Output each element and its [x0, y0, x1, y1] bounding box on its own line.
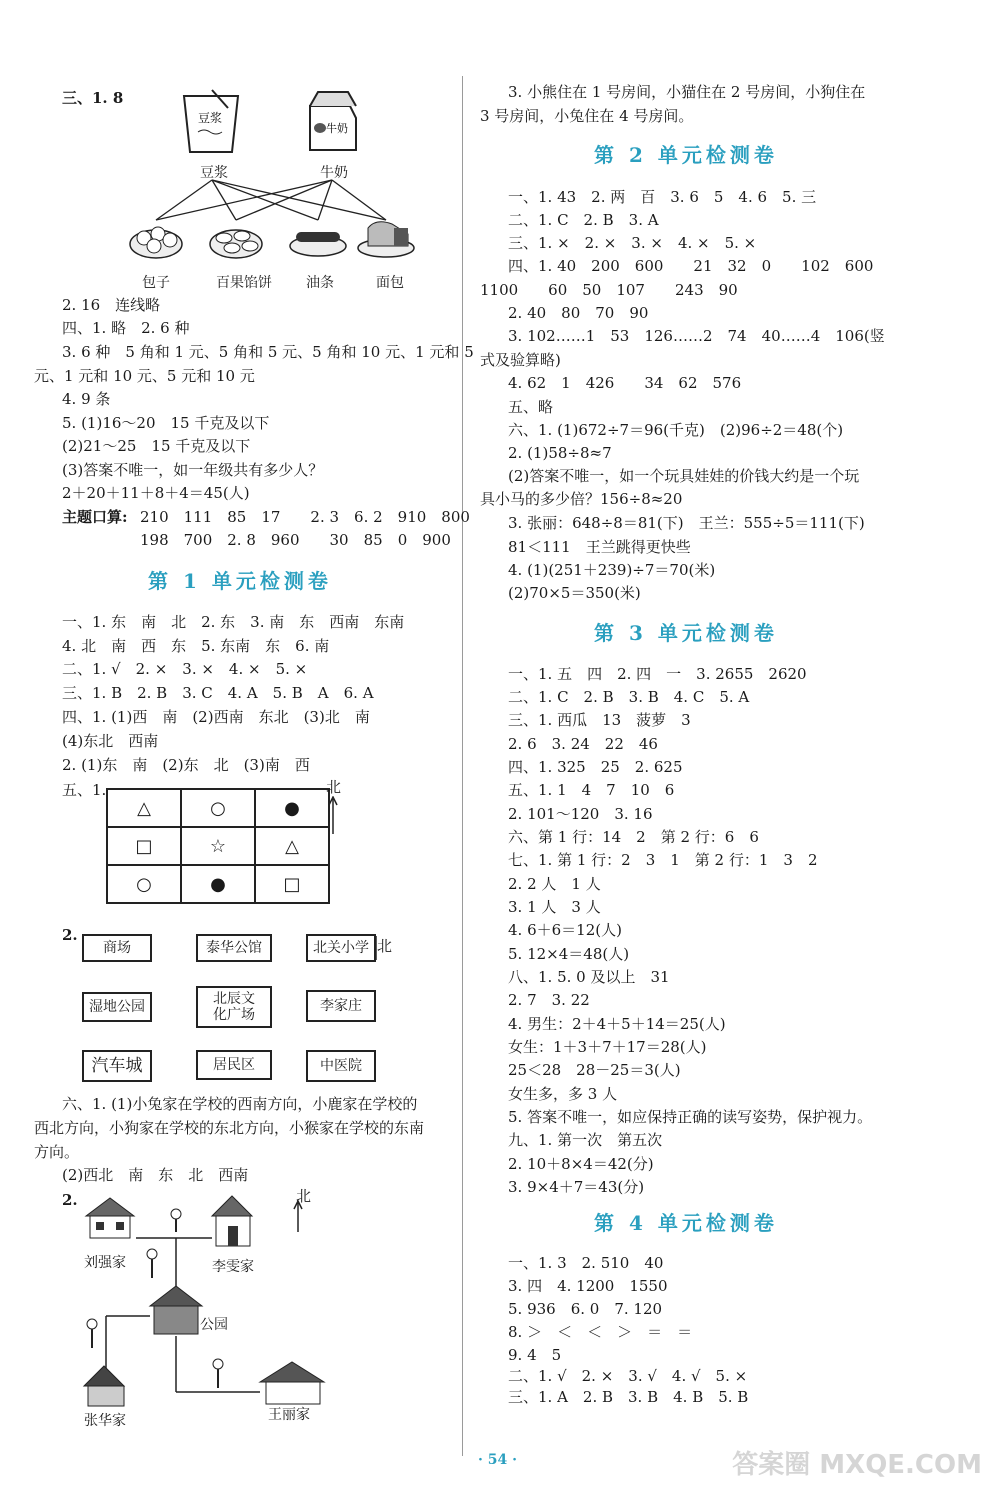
grid-cell: △ [107, 789, 181, 827]
map-label: 刘强家 [84, 1255, 126, 1271]
grid-cell: ○ [107, 865, 181, 903]
answer-line: 一、1. 3 2. 510 40 [508, 1254, 664, 1272]
map-label: 李雯家 [212, 1259, 254, 1275]
map-label: 张华家 [84, 1413, 126, 1429]
answer-line: 3. 张丽：648÷8＝81(下) 王兰：555÷5＝111(下) [508, 514, 865, 532]
answer-line: 5. 答案不唯一，如应保持正确的读写姿势，保护视力。 [508, 1108, 873, 1126]
grid-cell: □ [107, 827, 181, 865]
answer-line: 一、1. 43 2. 两 百 3. 6 5 4. 6 5. 三 [508, 188, 817, 206]
answer-line: 5. 12×4＝48(人) [508, 945, 630, 963]
answer-line: 3. 9×4＋7＝43(分) [508, 1178, 645, 1196]
map-label: 王丽家 [268, 1407, 310, 1423]
answer-line: 2. 2 人 1 人 [508, 875, 601, 893]
section-3-q1: 三、1. 8 [62, 89, 124, 107]
answer-line: 女生：1＋3＋7＋17＝28(人) [508, 1038, 707, 1056]
carton-label: 牛奶 [326, 122, 348, 135]
place-box: 商场 [82, 934, 152, 962]
answer-line: 元、1 元和 10 元、5 元和 10 元 [34, 367, 255, 385]
answer-line: 四、1. 40 200 600 21 32 0 102 600 [508, 257, 874, 275]
place-box: 中医院 [306, 1050, 376, 1082]
steamed-buns-icon [130, 227, 182, 258]
place-box: 北辰文 化广场 [196, 986, 272, 1028]
answer-line: 3. 小熊住在 1 号房间，小猫住在 2 号房间，小狗住在 [508, 83, 866, 101]
answer-line: 具小马的多少倍？156÷8≈20 [480, 490, 683, 508]
unit-2-title: 第 2 单元检测卷 [594, 143, 778, 167]
answer-line: 2. 40 80 70 90 [508, 304, 649, 322]
answer-line: 4. 男生：2＋4＋5＋14＝25(人) [508, 1015, 726, 1033]
school-house-icon [212, 1196, 252, 1246]
house-icon [260, 1362, 324, 1404]
answer-line: 九、1. 第一次 第五次 [508, 1131, 663, 1149]
cup-label: 豆浆 [198, 111, 223, 125]
oral-calc-label: 主题口算: [62, 508, 128, 526]
answer-line: 一、1. 东 南 北 2. 东 3. 南 东 西南 东南 [62, 613, 405, 631]
answer-line: 女生多，多 3 人 [508, 1085, 618, 1103]
answer-line: (2)21～25 15 千克及以下 [62, 437, 251, 455]
answer-line: 3 号房间，小兔住在 4 号房间。 [480, 107, 694, 125]
north-label: 北 [326, 778, 342, 796]
milk-carton-icon [310, 92, 356, 150]
answer-line: 1100 60 50 107 243 90 [480, 281, 738, 299]
unit-1-title: 第 1 单元检测卷 [148, 569, 332, 593]
place-box: 汽车城 [82, 1050, 152, 1082]
answer-line: 式及验算略) [480, 351, 561, 369]
watermark: 答案圈 MXQE.COM [732, 1450, 982, 1480]
answer-line: 六、第 1 行：14 2 第 2 行：6 6 [508, 828, 759, 846]
q5-2-label: 2. [62, 926, 78, 944]
house-icon [86, 1198, 134, 1238]
north-arrow-icon [292, 1200, 304, 1232]
answer-line: (4)东北 西南 [62, 732, 159, 750]
answer-line: 六、1. (1)小兔家在学校的西南方向，小鹿家在学校的 [62, 1095, 418, 1113]
child-icon [87, 1319, 97, 1348]
unit-4-title: 第 4 单元检测卷 [594, 1211, 778, 1235]
answer-line: 4. 北 南 西 东 5. 东南 东 6. 南 [62, 637, 330, 655]
place-box: 泰华公馆 [196, 934, 272, 962]
food-label-bread: 面包 [376, 275, 404, 291]
north-arrow-icon [373, 934, 379, 960]
answer-line: 西北方向，小狗家在学校的东北方向，小猴家在学校的东南 [34, 1119, 425, 1137]
answer-line: (2)西北 南 东 北 西南 [62, 1166, 249, 1184]
answer-line: 2. (1)58÷8≈7 [508, 444, 612, 462]
symbol-grid [106, 788, 330, 904]
answer-line: 七、1. 第 1 行：2 3 1 第 2 行：1 3 2 [508, 851, 818, 869]
answer-line: 四、1. (1)西 南 (2)西南 东北 (3)北 南 [62, 708, 370, 726]
answer-line: 三、1. × 2. × 3. × 4. × 5. × [508, 234, 757, 252]
answer-line: 四、1. 略 2. 6 种 [62, 319, 190, 337]
grid-cell: △ [255, 827, 329, 865]
answer-line: 3. 四 4. 1200 1550 [508, 1277, 668, 1295]
grid-cell: ☆ [181, 827, 255, 865]
answer-line: 三、1. A 2. B 3. B 4. B 5. B [508, 1388, 749, 1406]
oral-calc-row: 198 700 2. 8 960 30 85 0 900 [140, 531, 451, 549]
north-label: 北 [296, 1187, 312, 1205]
oral-calc-row: 210 111 85 17 2. 3 6. 2 910 800 [140, 508, 470, 526]
answer-line: 八、1. 5. 0 及以上 31 [508, 968, 670, 986]
place-box: 居民区 [196, 1050, 272, 1080]
answer-line: 4. 62 1 426 34 62 576 [508, 374, 742, 392]
grid-cell: □ [255, 865, 329, 903]
place-box: 李家庄 [306, 990, 376, 1022]
answer-line: 3. 1 人 3 人 [508, 898, 601, 916]
column-divider [462, 76, 463, 1456]
answer-line: 5. (1)16～20 15 千克及以下 [62, 414, 270, 432]
food-label-bun: 包子 [142, 275, 170, 291]
answer-line: 5. 936 6. 0 7. 120 [508, 1300, 663, 1318]
unit-3-title: 第 3 单元检测卷 [594, 621, 778, 645]
answer-line: 二、1. √ 2. × 3. √ 4. √ 5. × [508, 1367, 748, 1385]
answer-line: 4. 9 条 [62, 390, 111, 408]
park-icon [150, 1286, 202, 1334]
answer-line: 四、1. 325 25 2. 625 [508, 758, 683, 776]
page-number: · 54 · [478, 1452, 517, 1468]
q5-label: 五、1. [62, 781, 107, 799]
answer-line: 2. (1)东 南 (2)东 北 (3)南 西 [62, 756, 310, 774]
grid-cell: ● [181, 865, 255, 903]
answer-line: 2. 7 3. 22 [508, 991, 590, 1009]
grid-cell: ○ [181, 789, 255, 827]
matching-lines [156, 180, 386, 220]
answer-line: 五、1. 1 4 7 10 6 [508, 781, 675, 799]
q6-2-label: 2. [62, 1191, 78, 1209]
drink-label-soy: 豆浆 [200, 165, 228, 181]
answer-line: (3)答案不唯一，如一年级共有多少人？ [62, 461, 324, 479]
answer-line: 一、1. 五 四 2. 四 一 3. 2655 2620 [508, 665, 807, 683]
bread-icon [358, 222, 414, 257]
answer-line: 二、1. C 2. B 3. A [508, 211, 659, 229]
food-label-dough: 油条 [306, 275, 334, 291]
answer-line: 2. 101～120 3. 16 [508, 805, 653, 823]
grid-cell: ● [255, 789, 329, 827]
answer-line: 三、1. 西瓜 13 菠萝 3 [508, 711, 691, 729]
answer-line: 方向。 [34, 1143, 80, 1161]
answer-line: 2. 10＋8×4＝42(分) [508, 1155, 654, 1173]
answer-line: 4. 6＋6＝12(人) [508, 921, 622, 939]
answer-line: 2. 16 连线略 [62, 296, 161, 314]
answer-line: 25＜28 28－25＝3(人) [508, 1061, 681, 1079]
child-icon [213, 1359, 223, 1388]
soy-milk-cup-icon [184, 90, 238, 152]
food-label-pie: 百果馅饼 [216, 275, 272, 291]
answer-line: 9. 4 5 [508, 1346, 562, 1364]
answer-line: 三、1. B 2. B 3. C 4. A 5. B A 6. A [62, 684, 374, 702]
answer-line: 81＜111 王兰跳得更快些 [508, 538, 691, 556]
answer-line: 2＋20＋11＋8＋4＝45(人) [62, 484, 250, 502]
answer-line: 3. 6 种 5 角和 1 元、5 角和 5 元、5 角和 10 元、1 元和 5 [62, 343, 474, 361]
map-label: 公园 [200, 1317, 228, 1333]
house-icon [84, 1366, 124, 1406]
drink-label-milk: 牛奶 [320, 165, 348, 181]
child-icon [171, 1209, 181, 1232]
north-label: 北 [377, 937, 393, 955]
answer-line: 2. 6 3. 24 22 46 [508, 735, 658, 753]
answer-line: 4. (1)(251＋239)÷7＝70(米) [508, 561, 716, 579]
answer-line: 六、1. (1)672÷7＝96(千克) (2)96÷2＝48(个) [508, 421, 844, 439]
place-box: 北关小学 [306, 934, 376, 962]
fried-dough-icon [290, 232, 346, 256]
north-arrow-icon [327, 796, 339, 834]
place-box: 湿地公园 [82, 992, 152, 1022]
answer-line: (2)答案不唯一，如一个玩具娃娃的价钱大约是一个玩 [508, 467, 860, 485]
answer-line: 二、1. C 2. B 3. B 4. C 5. A [508, 688, 750, 706]
answer-line: 五、略 [508, 398, 554, 416]
answer-line: 二、1. √ 2. × 3. × 4. × 5. × [62, 660, 308, 678]
answer-line: 8. ＞ ＜ ＜ ＞ ＝ ＝ [508, 1323, 693, 1341]
answer-line: 3. 102……1 53 126……2 74 40……4 106(竖 [508, 327, 885, 345]
matching-illustration [120, 88, 460, 288]
answer-line: (2)70×5＝350(米) [508, 584, 641, 602]
child-icon [147, 1249, 157, 1278]
pies-icon [210, 230, 262, 258]
